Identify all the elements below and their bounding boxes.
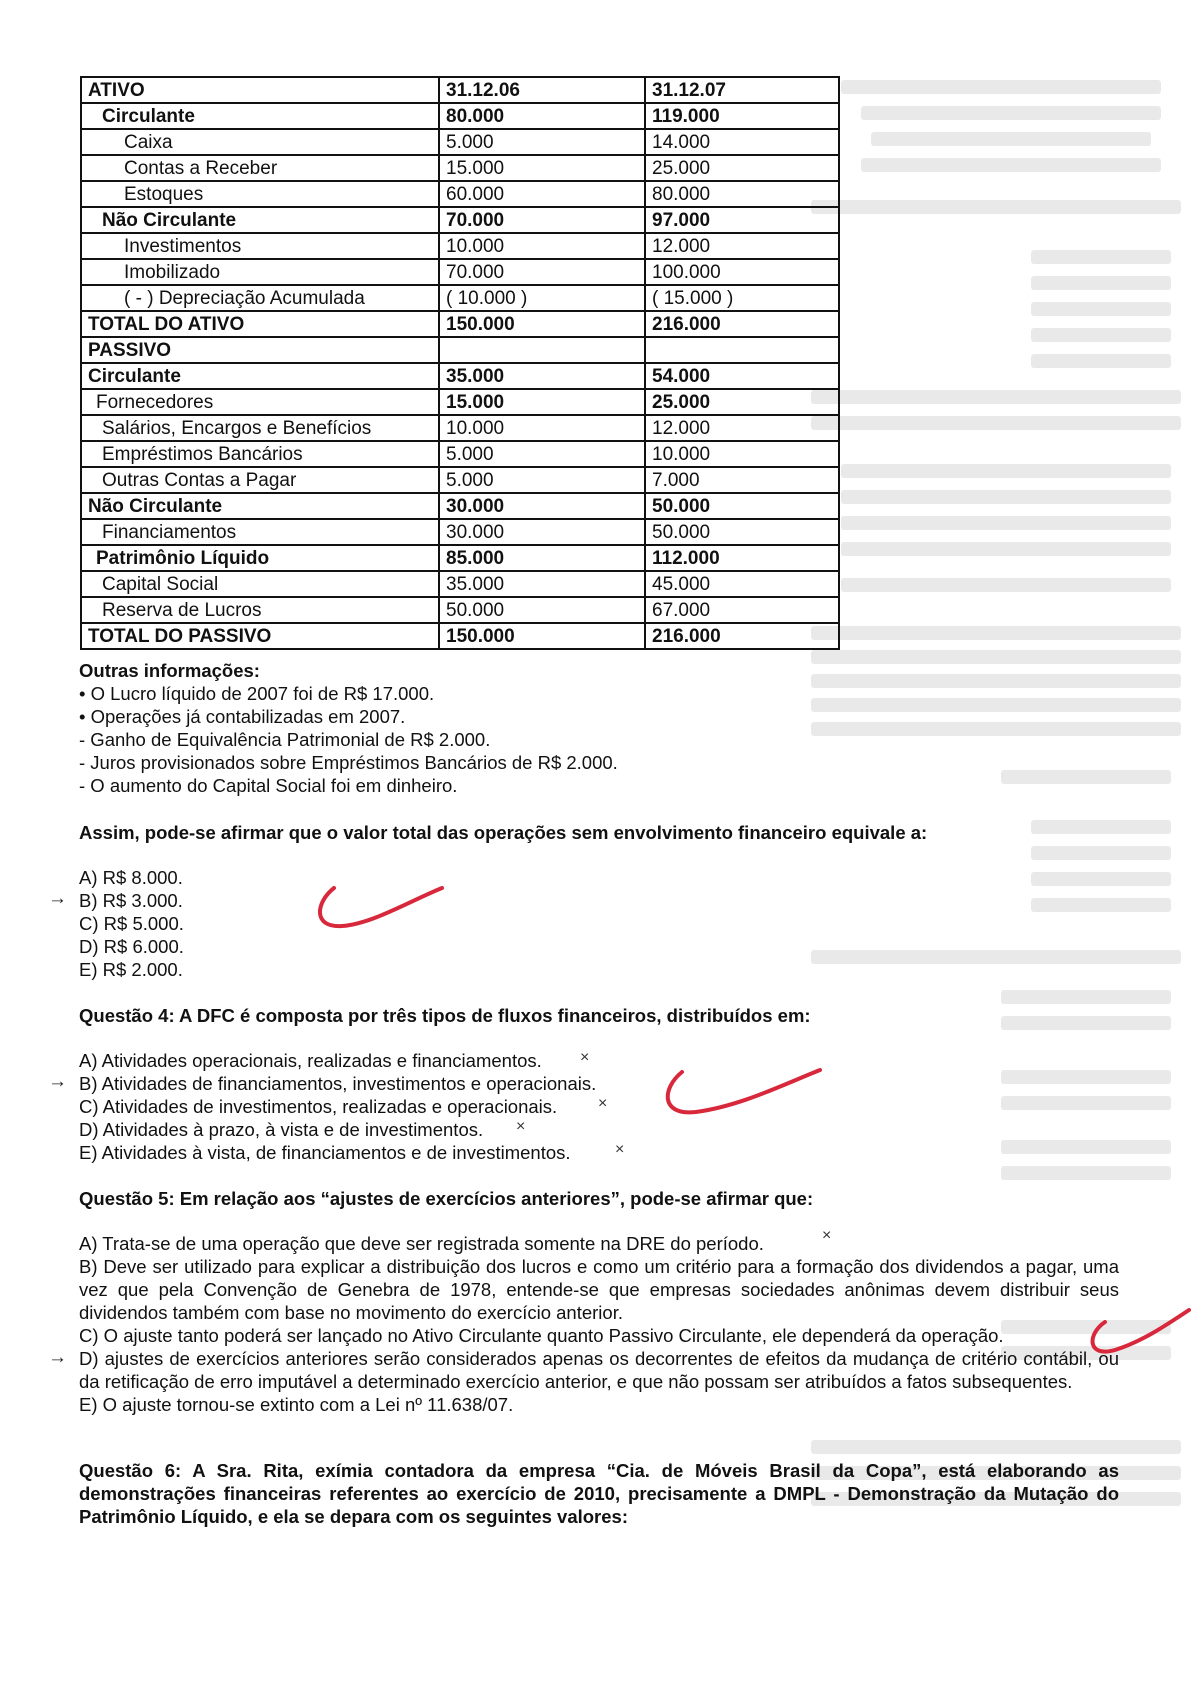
table-row xyxy=(81,311,839,337)
row-value-2007: 7.000 xyxy=(645,467,839,493)
table-row xyxy=(81,519,839,545)
row-value-2006: 150.000 xyxy=(439,311,645,337)
table-row xyxy=(81,155,839,181)
option-e: E) O ajuste tornou-se extinto com a Lei nº 11.638/07. xyxy=(79,1394,514,1415)
row-value-2006: 5.000 xyxy=(439,467,645,493)
tick-mark-icon: × xyxy=(580,1049,590,1066)
red-check-mark-icon xyxy=(312,880,452,940)
table-header-row xyxy=(81,77,839,103)
row-value-2007 xyxy=(645,337,839,363)
option-b: B) R$ 3.000. xyxy=(79,890,183,911)
tick-mark-icon: × xyxy=(615,1141,625,1158)
table-row xyxy=(81,181,839,207)
table-row xyxy=(81,129,839,155)
row-value-2007: 216.000 xyxy=(645,311,839,337)
row-label: ( - ) Depreciação Acumulada xyxy=(81,285,439,311)
row-label: Investimentos xyxy=(81,233,439,259)
row-label: Reserva de Lucros xyxy=(81,597,439,623)
option-d: D) ajustes de exercícios anteriores serão considerados apenas os decorrentes de efeitos da mudança de critério contábil, ou da retificação de erro imputável a determinado exercício anterior, e que não possam ser atribuídos a fatos subsequentes. xyxy=(79,1348,1119,1392)
row-value-2007: 10.000 xyxy=(645,441,839,467)
list-item: • O Lucro líquido de 2007 foi de R$ 17.000. xyxy=(79,683,435,704)
row-value-2007: 12.000 xyxy=(645,233,839,259)
question-5 xyxy=(79,1187,1119,1416)
row-value-2006: 5.000 xyxy=(439,129,645,155)
option-d: D) Atividades à prazo, à vista e de investimentos. xyxy=(79,1119,484,1140)
row-value-2007: 25.000 xyxy=(645,389,839,415)
question-6 xyxy=(79,1459,1119,1528)
row-value-2006: 80.000 xyxy=(439,103,645,129)
table-row xyxy=(81,337,839,363)
option-a: A) Atividades operacionais, realizadas e financiamentos. xyxy=(79,1050,542,1071)
row-value-2007: ( 15.000 ) xyxy=(645,285,839,311)
row-value-2007: 112.000 xyxy=(645,545,839,571)
row-label: Circulante xyxy=(81,103,439,129)
option-c: C) R$ 5.000. xyxy=(79,913,184,934)
row-label: Não Circulante xyxy=(81,207,439,233)
row-value-2007: 67.000 xyxy=(645,597,839,623)
row-label: TOTAL DO ATIVO xyxy=(81,311,439,337)
option-b: B) Atividades de financiamentos, investimentos e operacionais. xyxy=(79,1073,597,1094)
red-check-mark-icon xyxy=(660,1064,830,1124)
tick-mark-icon: × xyxy=(598,1095,608,1112)
row-value-2007: 80.000 xyxy=(645,181,839,207)
row-value-2007: 45.000 xyxy=(645,571,839,597)
row-label: Financiamentos xyxy=(81,519,439,545)
other-info-section xyxy=(79,659,1119,797)
option-a: A) Trata-se de uma operação que deve ser registrada somente na DRE do período. xyxy=(79,1233,764,1254)
row-label: Imobilizado xyxy=(81,259,439,285)
row-label: Salários, Encargos e Benefícios xyxy=(81,415,439,441)
table-row xyxy=(81,259,839,285)
row-label: Empréstimos Bancários xyxy=(81,441,439,467)
row-label: Outras Contas a Pagar xyxy=(81,467,439,493)
row-value-2007: 100.000 xyxy=(645,259,839,285)
question-text: Questão 5: Em relação aos “ajustes de exercícios anteriores”, pode-se afirmar que: xyxy=(79,1188,814,1209)
row-value-2006: 70.000 xyxy=(439,207,645,233)
row-label: Fornecedores xyxy=(81,389,439,415)
row-value-2007: 50.000 xyxy=(645,519,839,545)
table-row xyxy=(81,415,839,441)
header-cell: 31.12.07 xyxy=(645,77,839,103)
row-value-2007: 25.000 xyxy=(645,155,839,181)
header-cell: 31.12.06 xyxy=(439,77,645,103)
row-value-2006: 30.000 xyxy=(439,493,645,519)
row-value-2006 xyxy=(439,337,645,363)
table-row xyxy=(81,441,839,467)
tick-mark-icon: × xyxy=(516,1118,526,1135)
row-value-2007: 14.000 xyxy=(645,129,839,155)
question-text: Assim, pode-se afirmar que o valor total das operações sem envolvimento financeiro equivale a: xyxy=(79,822,928,843)
list-item: • Operações já contabilizadas em 2007. xyxy=(79,706,406,727)
balance-sheet-table xyxy=(80,76,840,650)
row-value-2006: 35.000 xyxy=(439,571,645,597)
row-value-2006: 60.000 xyxy=(439,181,645,207)
row-value-2007: 216.000 xyxy=(645,623,839,649)
table-row xyxy=(81,233,839,259)
row-label: Contas a Receber xyxy=(81,155,439,181)
row-value-2006: 50.000 xyxy=(439,597,645,623)
tick-mark-icon: × xyxy=(822,1227,832,1244)
row-label: Capital Social xyxy=(81,571,439,597)
row-value-2006: 10.000 xyxy=(439,415,645,441)
option-c: C) Atividades de investimentos, realizadas e operacionais. xyxy=(79,1096,558,1117)
table-row xyxy=(81,623,839,649)
selected-arrow-icon: → xyxy=(48,888,67,909)
table-row xyxy=(81,545,839,571)
row-label: Circulante xyxy=(81,363,439,389)
red-check-mark-icon xyxy=(1085,1300,1191,1360)
table-row xyxy=(81,207,839,233)
row-value-2007: 119.000 xyxy=(645,103,839,129)
option-e: E) R$ 2.000. xyxy=(79,959,183,980)
row-label: Caixa xyxy=(81,129,439,155)
option-c: C) O ajuste tanto poderá ser lançado no Ativo Circulante quanto Passivo Circulante, ele dependerá da operação. xyxy=(79,1325,1004,1346)
list-item: - Juros provisionados sobre Empréstimos Bancários de R$ 2.000. xyxy=(79,752,618,773)
table-row xyxy=(81,597,839,623)
question-4 xyxy=(79,1004,1119,1164)
question-3 xyxy=(79,821,1119,981)
row-value-2007: 54.000 xyxy=(645,363,839,389)
table-row xyxy=(81,571,839,597)
row-value-2006: 85.000 xyxy=(439,545,645,571)
row-value-2007: 97.000 xyxy=(645,207,839,233)
row-label: Não Circulante xyxy=(81,493,439,519)
row-label: Estoques xyxy=(81,181,439,207)
row-value-2006: 35.000 xyxy=(439,363,645,389)
row-value-2006: 30.000 xyxy=(439,519,645,545)
option-a: A) R$ 8.000. xyxy=(79,867,183,888)
option-e: E) Atividades à vista, de financiamentos e de investimentos. xyxy=(79,1142,571,1163)
table-row xyxy=(81,493,839,519)
row-label: TOTAL DO PASSIVO xyxy=(81,623,439,649)
table-row xyxy=(81,363,839,389)
table-row xyxy=(81,389,839,415)
row-value-2006: 15.000 xyxy=(439,155,645,181)
row-label: PASSIVO xyxy=(81,337,439,363)
question-text: Questão 6: A Sra. Rita, exímia contadora da empresa “Cia. de Móveis Brasil da Copa”, está elaborando as demonstrações financeiras referentes ao exercício de 2010, precisamente a DMPL - Demonstração da Mutação do Patrimônio Líquido, e ela se depara com os seguintes valores: xyxy=(79,1460,1119,1527)
row-value-2006: 150.000 xyxy=(439,623,645,649)
row-value-2007: 50.000 xyxy=(645,493,839,519)
selected-arrow-icon: → xyxy=(48,1071,67,1092)
question-text: Questão 4: A DFC é composta por três tipos de fluxos financeiros, distribuídos em: xyxy=(79,1005,811,1026)
table-row xyxy=(81,103,839,129)
list-item: - Ganho de Equivalência Patrimonial de R$ 2.000. xyxy=(79,729,491,750)
option-d: D) R$ 6.000. xyxy=(79,936,184,957)
row-label: Patrimônio Líquido xyxy=(81,545,439,571)
table-row xyxy=(81,285,839,311)
option-b: B) Deve ser utilizado para explicar a distribuição dos lucros e como um critério para a formação dos dividendos a pagar, uma vez que pela Convenção de Genebra de 1978, entende-se que empresas sociedades anônimas devem distribuir seus dividendos também com base no movimento do exercício anterior. xyxy=(79,1256,1119,1323)
other-info-title: Outras informações: xyxy=(79,660,260,681)
header-cell: ATIVO xyxy=(81,77,439,103)
row-value-2007: 12.000 xyxy=(645,415,839,441)
row-value-2006: 70.000 xyxy=(439,259,645,285)
selected-arrow-icon: → xyxy=(48,1347,67,1368)
row-value-2006: ( 10.000 ) xyxy=(439,285,645,311)
list-item: - O aumento do Capital Social foi em dinheiro. xyxy=(79,775,458,796)
table-row xyxy=(81,467,839,493)
row-value-2006: 10.000 xyxy=(439,233,645,259)
row-value-2006: 15.000 xyxy=(439,389,645,415)
row-value-2006: 5.000 xyxy=(439,441,645,467)
